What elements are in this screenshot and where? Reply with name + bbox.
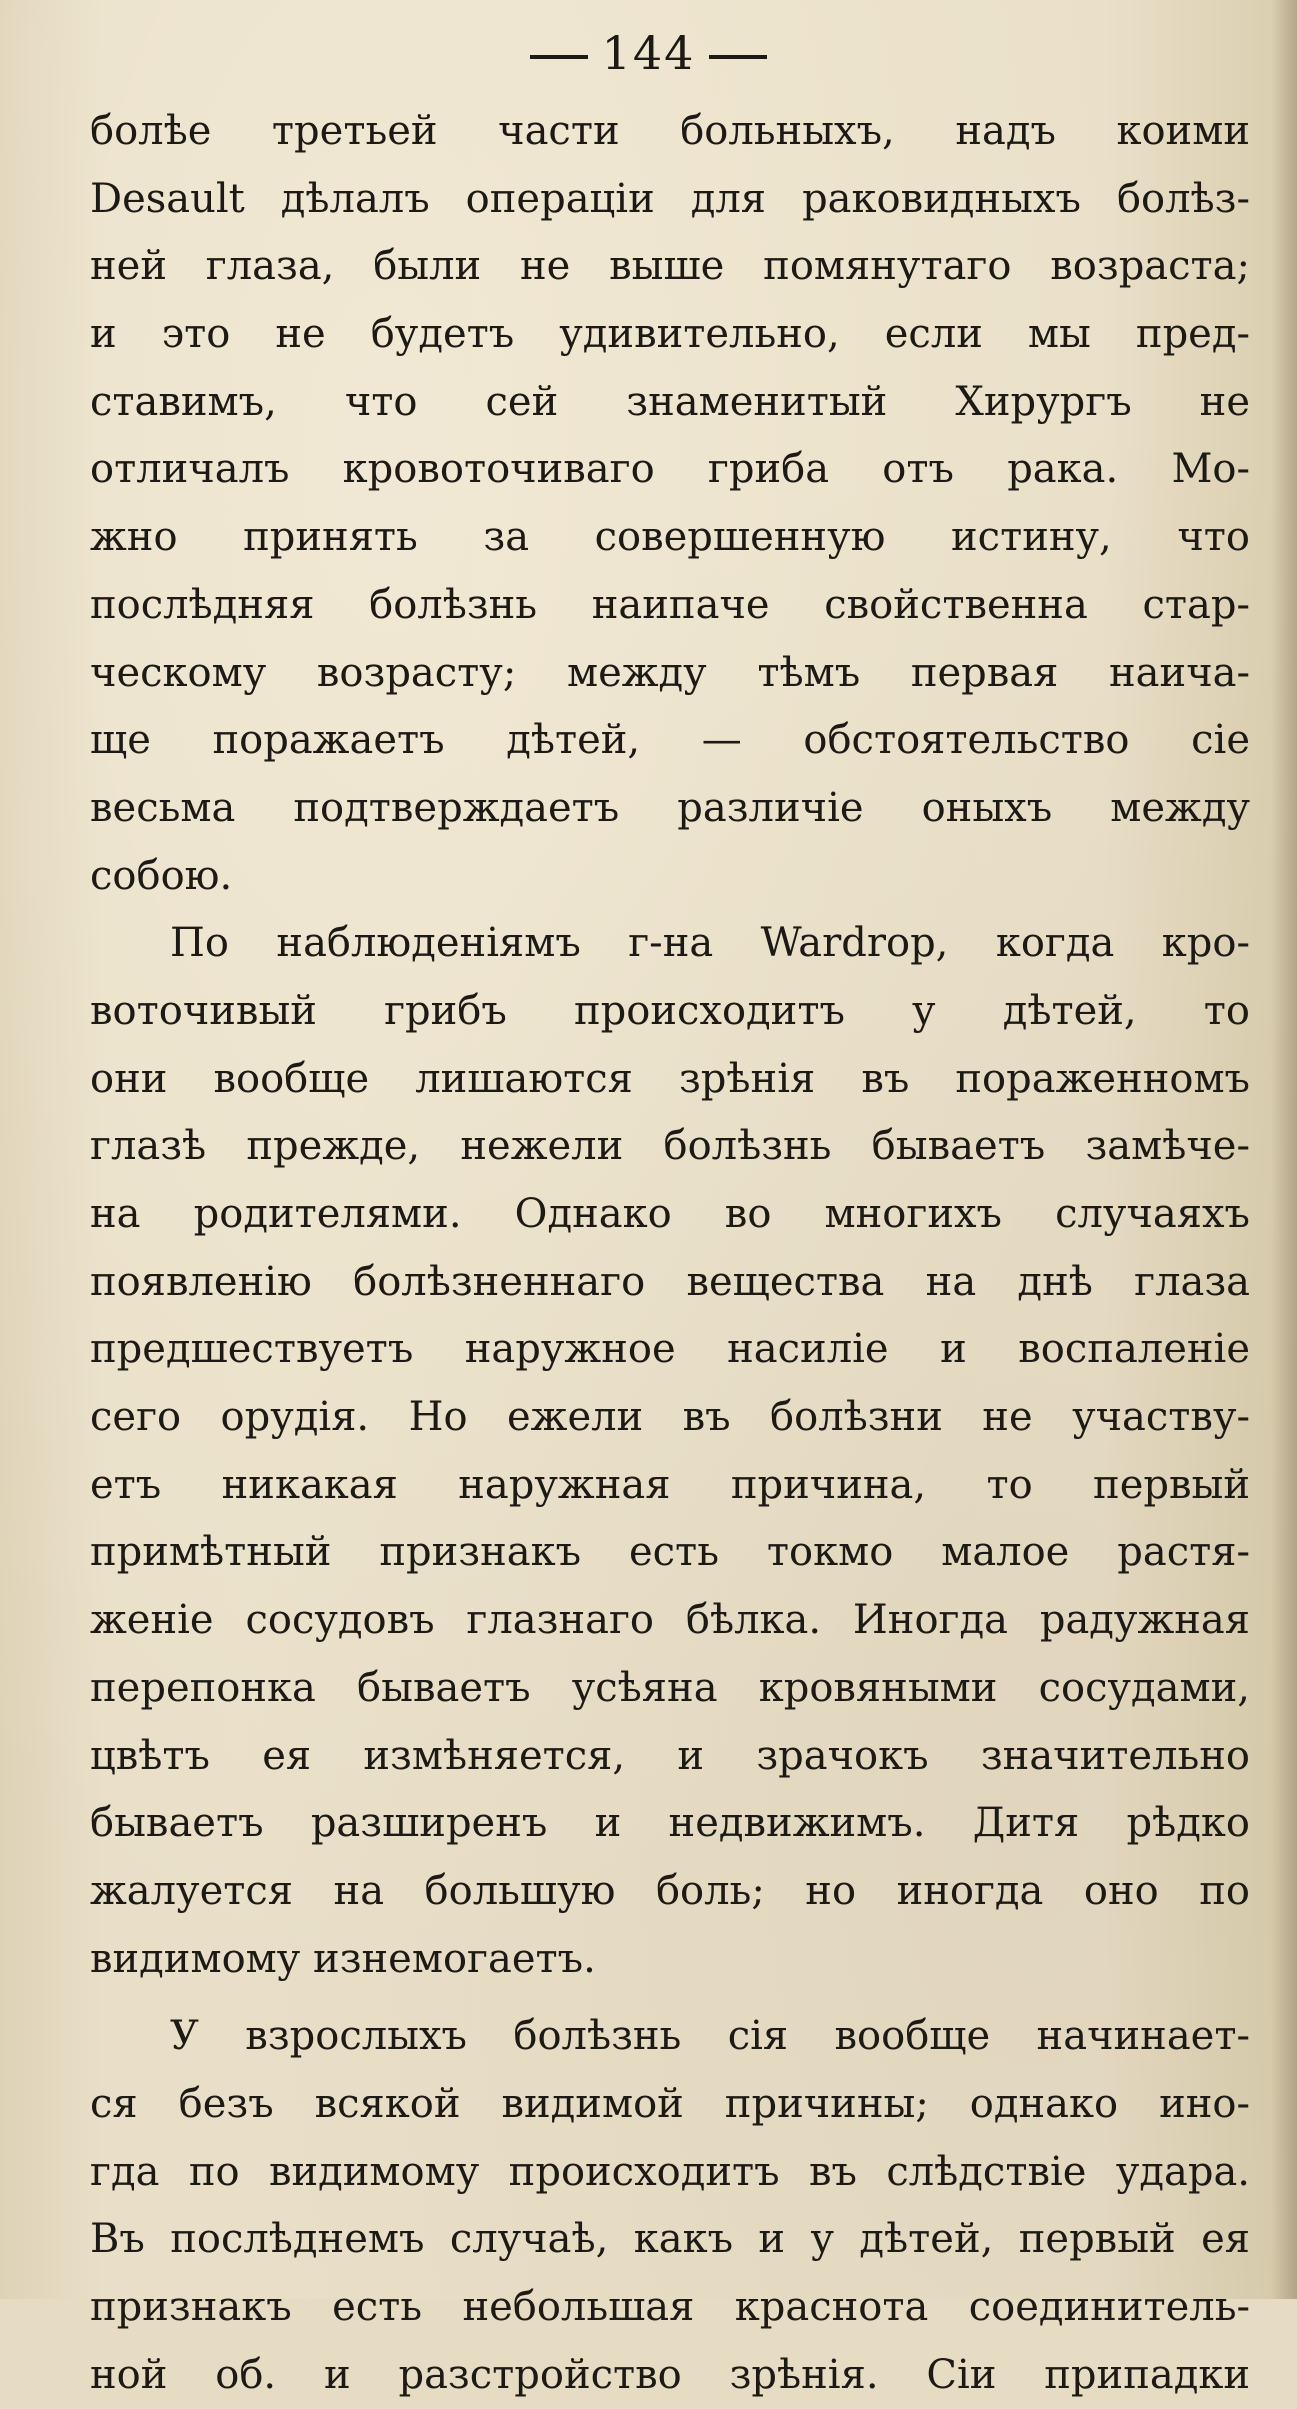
page-number: 144 [601,26,696,80]
text-line: жно принять за совершенную истину, что [90,514,1250,561]
text-line: собою. [90,852,233,899]
text-line: гда по видимому происходитъ въ слѣдствіе удара. [90,2148,1250,2195]
text-line: бываетъ разширенъ и недвижимъ. Дитя рѣдко [90,1800,1250,1847]
text-line: женіе сосудовъ глазнаго бѣлка. Иногда радужная [90,1597,1250,1644]
text-line: видимому изнемогаетъ. [90,1935,596,1982]
text-line: ще поражаетъ дѣтей, — обстоятельство сіе [90,717,1250,764]
text-line: они вообще лишаются зрѣнія въ пораженномъ [90,1055,1250,1102]
text-line: жалуется на большую боль; но иногда оно по [90,1867,1250,1914]
left-dash [530,55,588,59]
right-dash [709,55,767,59]
text-line: и это не будетъ удивительно, если мы пред- [90,311,1250,358]
body-text [90,98,1250,2409]
text-line: Въ послѣднемъ случаѣ, какъ и у дѣтей, первый ея [90,2216,1250,2263]
text-line: ческому возрасту; между тѣмъ первая наича- [90,649,1250,696]
text-line: воточивый грибъ происходитъ у дѣтей, то [90,987,1250,1034]
text-line: перепонка бываетъ усѣяна кровяными сосудами, [90,1664,1250,1711]
text-line: примѣтный признакъ есть токмо малое растя- [90,1529,1250,1576]
text-line: послѣдняя болѣзнь наипаче свойственна стар- [90,581,1250,628]
text-line: У взрослыхъ болѣзнь сія вообще начинает- [170,2013,1250,2060]
text-line: сего орудія. Но ежели въ болѣзни не участву- [90,1394,1250,1441]
text-line: ней глаза, были не выше помянутаго возраста; [90,243,1250,290]
text-line: етъ никакая наружная причина, то первый [90,1461,1250,1508]
text-line: признакъ есть небольшая краснота соединитель- [90,2284,1250,2330]
text-line: болѣе третьей части больныхъ, надъ коими [90,108,1250,154]
text-line: ся безъ всякой видимой причины; однако ино- [90,2080,1250,2127]
text-line: По наблюденіямъ г-на Wardrop, когда кро- [170,920,1250,967]
text-line: отличалъ кровоточиваго гриба отъ рака. Мо- [90,446,1250,493]
page-number-header [0,26,1297,80]
text-line: Desault дѣлалъ операціи для раковидныхъ болѣз- [90,175,1250,222]
text-line: предшествуетъ наружное насиліе и воспаленіе [90,1326,1250,1373]
text-line: весьма подтверждаетъ различіе оныхъ между [90,784,1250,831]
text-line: на родителями. Однако во многихъ случаяхъ [90,1191,1250,1237]
paragraph-gap [90,1993,1250,2003]
text-line: ной об. и разстройство зрѣнія. Сіи припадки [90,2351,1250,2398]
page-edge-shadow [1271,0,1297,2299]
text-line: цвѣтъ ея измѣняется, и зрачокъ значительно [90,1732,1250,1779]
text-line: появленію болѣзненнаго вещества на днѣ глаза [90,1258,1250,1305]
text-line: глазѣ прежде, нежели болѣзнь бываетъ замѣче- [90,1123,1250,1170]
text-line: ставимъ, что сей знаменитый Хирургъ не [90,378,1250,425]
